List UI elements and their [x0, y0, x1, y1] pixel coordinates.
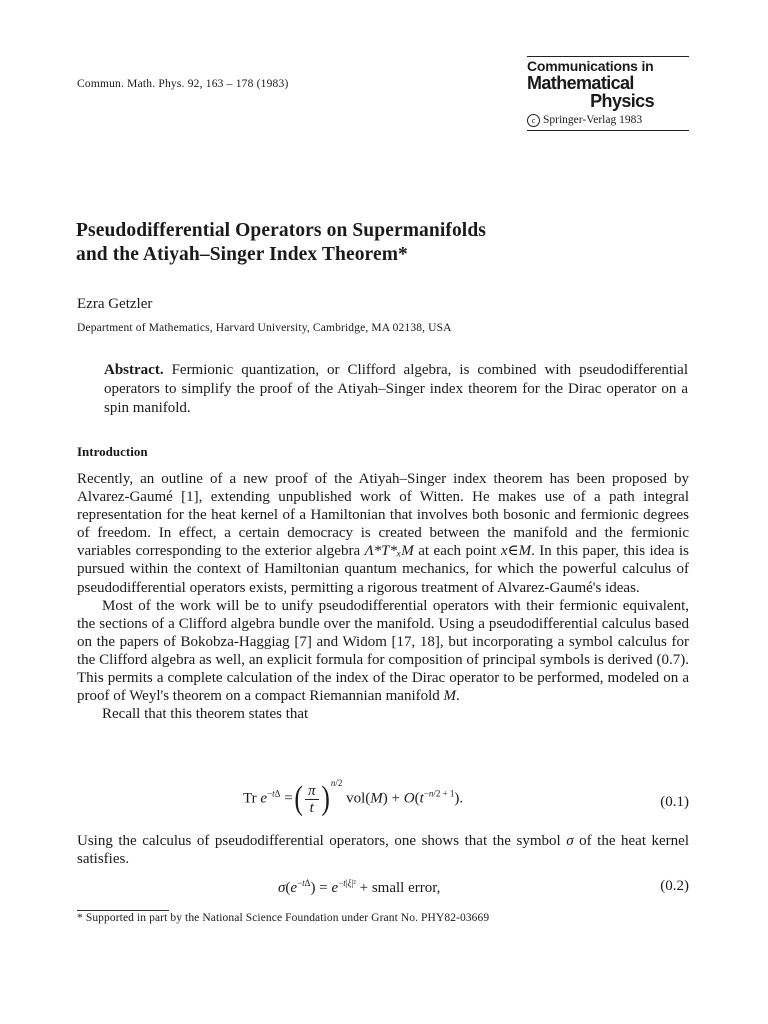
equation-0-2-body: $\sigma(e^{-t\Delta}) = e^{-t|\xi|^2}$ + small error,: [278, 878, 441, 896]
equation-number: (0.1): [660, 794, 689, 810]
equation-number: (0.2): [660, 878, 689, 894]
journal-logo-block: [527, 56, 689, 131]
title-line-2: and the Atiyah–Singer Index Theorem*: [76, 244, 408, 265]
footnote-rule: [77, 910, 169, 911]
abstract: [104, 361, 688, 418]
math-symbol-sigma: σ: [566, 833, 574, 849]
abstract-text: Fermionic quantization, or Clifford algebra, is combined with pseudodifferential operators to simplify the proof of the Atiyah–Singer index theorem for the Dirac operator on a spin manifold.: [104, 362, 688, 416]
journal-bottom-rule: [527, 130, 689, 131]
paragraph-4: Using the calculus of pseudodifferential operators, one shows that the symbol σ of the heat kernel satisfies.: [77, 833, 690, 867]
journal-name-line3: Physics: [590, 91, 654, 111]
article-title: [76, 219, 486, 267]
copyright-icon: c: [527, 114, 540, 127]
paragraph-1: Recently, an outline of a new proof of the Atiyah–Singer index theorem has been proposed by Alvarez-Gaumé [1], extending unpublished work of Witten. He makes use of a path integral representation for the heat kernel of a Hamiltonian that involves both bosonic and fermionic degrees of freedom. In effect, a certain democracy is created between the manifold and the fermionic variables corresponding to the exterior algebra Λ*T*ₓM at each point x∈M. In this paper, this idea is pursued within the context of Hamiltonian quantum mechanics, for which the powerful calculus of pseudodifferential operators exists, permitting a rigorous treatment of Alvarez-Gaumé's ideas.: [77, 471, 689, 596]
journal-name-line2: Mathematical: [527, 73, 634, 93]
title-line-1: Pseudodifferential Operators on Supermanifolds: [76, 220, 486, 241]
section-heading-introduction: Introduction: [77, 444, 148, 459]
introduction-body: [77, 470, 689, 723]
copyright-line: [527, 114, 689, 130]
math-point: x∈M: [500, 543, 532, 560]
journal-citation: Commun. Math. Phys. 92, 163 – 178 (1983): [77, 78, 289, 90]
author-name: Ezra Getzler: [77, 296, 153, 312]
equation-0-1: [77, 778, 689, 826]
footnote: * Supported in part by the National Science Foundation under Grant No. PHY82-03669: [77, 912, 490, 924]
journal-name-line1: Communications in: [527, 58, 654, 74]
math-manifold: M: [443, 688, 457, 705]
author-affiliation: Department of Mathematics, Harvard University, Cambridge, MA 02138, USA: [77, 322, 452, 334]
copyright-text: Springer-Verlag 1983: [543, 114, 643, 126]
paragraph-3: Recall that this theorem states that: [102, 706, 309, 723]
journal-top-rule: [527, 56, 689, 57]
math-exterior-algebra: Λ*T*ₓM: [364, 543, 414, 560]
paragraph-2: Most of the work will be to unify pseudodifferential operators with their fermionic equivalent, the sections of a Clifford algebra bundle over the manifold. Using a pseudodifferential calculus based on the papers of Bokobza-Haggiag [7] and Widom [17, 18], but incorporating a symbol calculus for the Clifford algebra as well, an explicit formula for composition of principal symbols is derived (0.7). This permits a complete calculation of the index of the Dirac operator to be performed, modeled on a proof of Weyl's theorem on a compact Riemannian manifold M.: [77, 597, 689, 705]
equation-0-1-body: Tr $e^{-t\Delta}$ =( $\frac{\pi}{t}$ )$^{n/2}$ $vol(M) + O(t^{-n/2 + 1})$.: [243, 778, 464, 817]
equation-0-2: [77, 878, 689, 898]
abstract-label: Abstract.: [104, 362, 164, 378]
